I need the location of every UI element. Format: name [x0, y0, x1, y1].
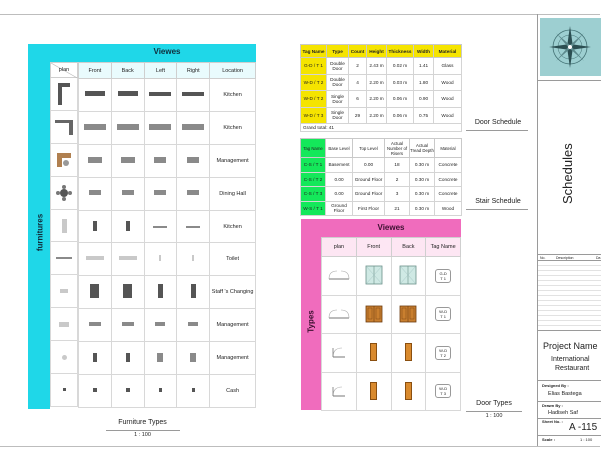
table-plan-icon	[56, 185, 72, 201]
door-width-cell: 1.41	[414, 58, 434, 75]
table-row	[301, 107, 462, 124]
stair-tread-cell: 0.30 m	[410, 172, 435, 187]
stair-tag-cell: W-S / T 1	[301, 201, 326, 216]
stair-top-cell: First Floor	[353, 201, 385, 216]
door-width-cell: 1.80	[414, 74, 434, 91]
types-title: Viewes	[377, 223, 405, 232]
register-back-icon	[126, 388, 130, 392]
door-count-cell: 2	[349, 58, 367, 75]
tag-type: T 2	[440, 352, 446, 358]
tag-type: T 1	[440, 314, 446, 320]
table-row	[322, 257, 461, 296]
locker-front-icon	[90, 284, 99, 298]
locker-right-icon	[191, 284, 196, 298]
location-cell: Staff 's Changing	[210, 276, 256, 309]
table-row	[79, 177, 256, 210]
door-material-cell: Wood	[434, 74, 462, 91]
stair-tread-cell: 0.30 m	[410, 187, 435, 202]
stair-tread-cell: 0.30 m	[410, 201, 435, 216]
desk-front-icon	[89, 322, 101, 326]
designed-divider	[538, 380, 601, 381]
door-count-cell: 6	[349, 91, 367, 108]
cabinet-plan-icon	[62, 219, 67, 233]
door-schedule-underline	[466, 130, 528, 131]
desk-left-icon	[154, 157, 166, 163]
table-left-icon	[154, 190, 166, 195]
furniture-side-label: furnitures	[35, 213, 45, 252]
furniture-schedule	[28, 44, 256, 409]
plan-cell	[50, 341, 78, 374]
furniture-side-bar	[28, 62, 50, 409]
project-name-label: Project Name	[543, 341, 598, 351]
stair-top-cell: 0.00	[353, 158, 385, 173]
project-divider	[538, 330, 601, 331]
door-tag-cell: G-D / T 1	[301, 58, 327, 75]
desk-front-icon	[88, 157, 102, 163]
counter-right-icon	[182, 92, 204, 96]
furniture-scale: 1 : 100	[134, 432, 151, 438]
scale-value: 1 : 100	[580, 437, 593, 442]
door-height-cell: 2.20 m	[367, 91, 387, 108]
stair-header-cell: Base Level	[326, 139, 353, 158]
location-cell: Kitchen	[210, 111, 256, 144]
types-side-bar	[301, 237, 321, 410]
stair-risers-cell: 21	[385, 201, 410, 216]
register-right-icon	[192, 388, 195, 392]
counter-back-icon	[118, 91, 138, 96]
door-schedule-caption: Door Schedule	[474, 119, 522, 126]
door-types-caption: Door Types	[476, 400, 512, 407]
door-tag-cell: W-D / T 3	[301, 107, 327, 124]
location-cell: Kitchen	[210, 210, 256, 243]
chair-plan-icon	[62, 355, 67, 360]
plan-column	[50, 78, 78, 407]
stair-base-cell: 0.00	[326, 187, 353, 202]
table-row	[79, 111, 256, 144]
table-row	[301, 58, 462, 75]
stair-header-cell: Tag Name	[301, 139, 326, 158]
sheet-no-value: A -115	[569, 422, 598, 433]
stair-header-cell: Top Level	[353, 139, 385, 158]
col-header-front: Front	[79, 63, 112, 79]
col-header-plan: plan	[58, 67, 70, 73]
location-cell: Dining Hall	[210, 177, 256, 210]
counter-front-icon	[84, 124, 106, 130]
stair-material-cell: Wood	[435, 201, 462, 216]
rev-no-header: No.	[540, 255, 546, 260]
table-row	[301, 172, 462, 187]
stair-header-cell: Material	[435, 139, 462, 158]
stair-risers-cell: 3	[385, 187, 410, 202]
counter-plan-icon	[54, 117, 74, 137]
table-row	[79, 144, 256, 177]
double-door-plan-icon	[328, 309, 350, 319]
chair-right-icon	[190, 353, 196, 362]
counter-left-icon	[149, 124, 171, 130]
stair-header-row	[301, 139, 462, 158]
types-header-back: Back	[391, 238, 426, 257]
plan-cell	[50, 78, 78, 111]
door-material-cell: Wood	[434, 107, 462, 124]
table-front-icon	[89, 190, 101, 195]
location-cell: Cash	[210, 375, 256, 408]
table-row	[79, 276, 256, 309]
plan-cell	[50, 111, 78, 144]
stair-tag-cell: C-S / T 1	[301, 158, 326, 173]
cabinet-right-icon	[186, 226, 200, 228]
door-header-cell: Tag Name	[301, 45, 327, 58]
wood-double-door-front-icon	[365, 305, 383, 323]
stair-header-cell: Actual Number of Risers	[385, 139, 410, 158]
tag-type: T 1	[440, 275, 446, 281]
counter-left-icon	[149, 92, 171, 96]
table-row	[301, 201, 462, 216]
door-tag-cell: W-D / T 2	[301, 91, 327, 108]
stair-tag-cell: C-S / T 2	[301, 172, 326, 187]
table-row	[301, 158, 462, 173]
stair-base-cell: 0.00	[326, 172, 353, 187]
sheet-no-label: Sheet No. :	[542, 419, 563, 424]
door-thickness-cell: 0.06 m	[387, 91, 414, 108]
location-cell: Management	[210, 342, 256, 375]
furniture-title: Viewes	[153, 47, 181, 56]
col-header-left: Left	[144, 63, 177, 79]
door-height-cell: 2.43 m	[367, 58, 387, 75]
types-side-label: Types	[306, 310, 316, 333]
table-row	[301, 74, 462, 91]
table-row	[322, 334, 461, 373]
glass-door-front-icon	[365, 265, 383, 285]
title-divider	[538, 80, 601, 81]
door-header-cell: Count	[349, 45, 367, 58]
furniture-title-bar	[28, 44, 256, 62]
furniture-caption-underline	[106, 430, 180, 431]
location-cell: Management	[210, 144, 256, 177]
counter-back-icon	[117, 124, 139, 130]
table-row	[79, 79, 256, 112]
cabinet-back-icon	[126, 221, 130, 231]
revision-table	[538, 254, 601, 331]
door-type-cell: Single Door	[327, 107, 349, 124]
sheet-border-bottom	[0, 446, 600, 447]
plan-cell	[50, 242, 78, 275]
plan-cell	[50, 308, 78, 341]
door-type-cell: Double Door	[327, 58, 349, 75]
stair-material-cell: Concrete	[435, 187, 462, 202]
shelf-back-icon	[119, 256, 137, 260]
plan-cell	[50, 275, 78, 308]
door-width-cell: 0.90	[414, 91, 434, 108]
title-block	[537, 14, 600, 446]
door-header-cell: Width	[414, 45, 434, 58]
rev-desc-header: Description	[556, 255, 574, 260]
door-tag-badge	[435, 269, 450, 283]
single-door-plan-icon	[332, 385, 346, 397]
tag-code: G-D	[439, 270, 447, 276]
door-types-table	[321, 237, 461, 411]
scale-label: Scale :	[542, 437, 555, 442]
stair-schedule-caption: Stair Schedule	[475, 198, 521, 205]
stair-schedule-underline	[466, 209, 528, 210]
table-row	[322, 372, 461, 411]
stair-base-cell: Basement	[326, 158, 353, 173]
door-tag-badge	[435, 346, 451, 360]
table-row	[322, 295, 461, 334]
designed-by-value: Elias Bastega	[548, 391, 582, 397]
door-material-cell: Wood	[434, 91, 462, 108]
counter-plan-icon	[57, 82, 71, 106]
door-type-cell: Double Door	[327, 74, 349, 91]
wood-door-front-icon	[370, 382, 377, 400]
door-header-row	[301, 45, 462, 58]
desk-back-icon	[121, 157, 135, 163]
location-cell: Management	[210, 309, 256, 342]
desk-left-icon	[155, 322, 165, 326]
table-row	[79, 375, 256, 408]
table-row	[79, 309, 256, 342]
tag-code: W-D	[439, 347, 448, 353]
tag-type: T 3	[440, 391, 446, 397]
locker-left-icon	[158, 284, 163, 298]
designed-by-label: Designed By :	[542, 383, 569, 388]
stair-base-cell: Ground Floor	[326, 201, 353, 216]
tag-code: W-D	[439, 386, 448, 392]
stair-tag-cell: C-S / T 3	[301, 187, 326, 202]
types-title-bar	[301, 219, 461, 237]
plan-cell	[50, 210, 78, 243]
locker-plan-icon	[60, 289, 68, 293]
types-header-front: Front	[356, 238, 391, 257]
door-type-cell: Single Door	[327, 91, 349, 108]
door-material-cell: Glass	[434, 58, 462, 75]
stair-risers-cell: 18	[385, 158, 410, 173]
shelf-plan-icon	[56, 257, 72, 259]
desk-right-icon	[187, 157, 199, 163]
door-count-cell: 4	[349, 74, 367, 91]
shelf-left-icon	[159, 255, 161, 261]
door-header-cell: Thickness	[387, 45, 414, 58]
grand-total: Grand total: 41	[301, 124, 462, 132]
desk-right-icon	[188, 322, 198, 326]
wood-door-back-icon	[405, 382, 412, 400]
furniture-caption: Furniture Types	[118, 419, 167, 426]
tag-code: W-D	[439, 309, 448, 315]
double-door-plan-icon	[328, 270, 350, 280]
table-back-icon	[122, 190, 134, 195]
door-height-cell: 2.20 m	[367, 107, 387, 124]
compass-rose-icon	[540, 18, 601, 76]
stair-material-cell: Concrete	[435, 158, 462, 173]
table-row	[79, 243, 256, 276]
sheet-border-top	[0, 14, 600, 15]
types-header-row	[322, 238, 461, 257]
grand-total-row	[301, 124, 462, 132]
door-types-scale: 1 : 100	[485, 413, 503, 419]
table-row	[79, 342, 256, 375]
door-header-cell: Material	[434, 45, 462, 58]
door-width-cell: 0.75	[414, 107, 434, 124]
register-plan-icon	[63, 388, 66, 391]
door-tag-badge	[435, 384, 451, 398]
stair-tread-cell: 0.30 m	[410, 158, 435, 173]
door-types-schedule	[301, 219, 461, 410]
desk-back-icon	[122, 322, 134, 326]
location-cell: Kitchen	[210, 79, 256, 112]
chair-back-icon	[126, 353, 130, 362]
door-types-underline	[466, 411, 522, 412]
register-front-icon	[93, 388, 97, 392]
table-row	[79, 210, 256, 243]
single-door-plan-icon	[332, 346, 346, 358]
door-count-cell: 29	[349, 107, 367, 124]
table-right-icon	[187, 190, 199, 195]
revision-header	[538, 254, 601, 261]
col-header-back: Back	[111, 63, 144, 79]
stair-top-cell: Ground Floor	[353, 172, 385, 187]
compass-panel	[540, 18, 601, 76]
plan-cell	[50, 374, 78, 407]
shelf-right-icon	[192, 255, 194, 261]
table-row	[301, 187, 462, 202]
locker-back-icon	[123, 284, 132, 298]
door-schedule-table	[300, 44, 462, 132]
drawn-by-label: Drawn By :	[542, 403, 563, 408]
door-thickness-cell: 0.06 m	[387, 107, 414, 124]
project-name-line2: Restaurant	[555, 365, 590, 372]
location-cell: Toilet	[210, 243, 256, 276]
scale-divider	[538, 435, 601, 436]
desk-plan-icon	[55, 151, 73, 169]
types-header-plan: plan	[322, 238, 357, 257]
stair-header-cell: Actual Tread Depth	[410, 139, 435, 158]
stair-risers-cell: 2	[385, 172, 410, 187]
cabinet-front-icon	[93, 221, 97, 231]
door-tag-badge	[435, 307, 451, 321]
glass-door-back-icon	[399, 265, 417, 285]
door-thickness-cell: 0.02 m	[387, 58, 414, 75]
furniture-header-row	[79, 63, 256, 79]
stair-top-cell: Ground Floor	[353, 187, 385, 202]
door-height-cell: 2.20 m	[367, 74, 387, 91]
door-tag-cell: W-D / T 2	[301, 74, 327, 91]
wood-double-door-back-icon	[399, 305, 417, 323]
counter-right-icon	[182, 124, 204, 130]
col-header-right: Right	[177, 63, 210, 79]
drawn-divider	[538, 401, 601, 402]
col-header-location: Location	[210, 63, 256, 79]
door-header-cell: Type	[327, 45, 349, 58]
register-left-icon	[159, 388, 162, 392]
chair-front-icon	[93, 353, 97, 362]
cabinet-left-icon	[153, 226, 167, 228]
wood-door-front-icon	[370, 343, 377, 361]
stair-schedule-table	[300, 138, 462, 216]
chair-left-icon	[157, 353, 163, 362]
desk-plan-icon	[59, 322, 69, 327]
sheet-title: Schedules	[560, 143, 575, 204]
types-header-tag: Tag Name	[426, 238, 461, 257]
plan-cell	[50, 144, 78, 177]
door-thickness-cell: 0.03 m	[387, 74, 414, 91]
table-row	[301, 91, 462, 108]
counter-front-icon	[85, 91, 105, 96]
stair-material-cell: Concrete	[435, 172, 462, 187]
drawn-by-value: Hadiseh Saf	[548, 410, 578, 416]
shelf-front-icon	[86, 256, 104, 260]
project-name-line1: International	[551, 356, 590, 363]
wood-door-back-icon	[405, 343, 412, 361]
furniture-table	[78, 62, 256, 408]
rev-date-header: Da	[596, 255, 601, 260]
door-header-cell: Height	[367, 45, 387, 58]
plan-cell	[50, 177, 78, 210]
